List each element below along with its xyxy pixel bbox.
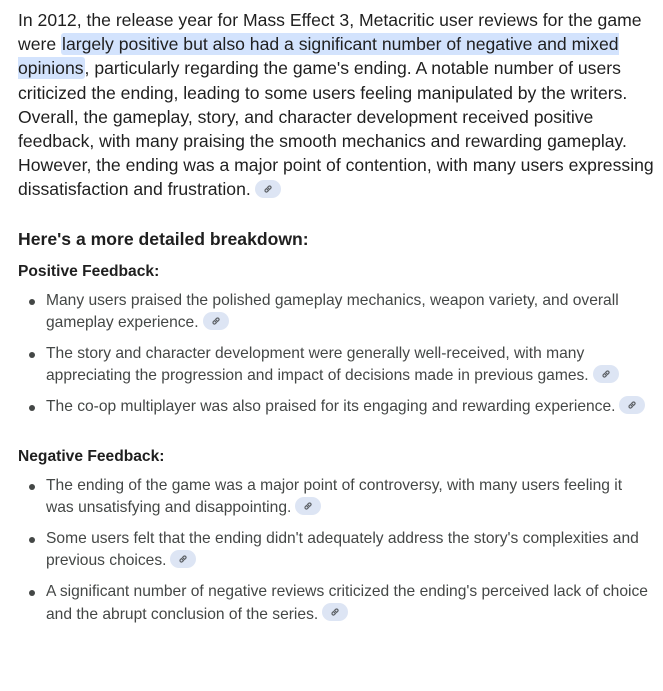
link-icon bbox=[263, 184, 273, 194]
link-icon bbox=[627, 400, 637, 410]
citation-link-button[interactable] bbox=[619, 396, 645, 414]
list-item-text: The story and character development were generally well-received, with many appreciating the progression and impact of decisions made in previous games. bbox=[46, 344, 589, 385]
list-item bbox=[18, 475, 654, 520]
bullet-icon bbox=[29, 299, 35, 305]
list-item bbox=[18, 581, 654, 626]
link-icon bbox=[601, 369, 611, 379]
list-item bbox=[18, 343, 654, 388]
link-icon bbox=[330, 607, 340, 617]
positive-feedback-list bbox=[18, 290, 654, 419]
list-item-text: A significant number of negative reviews criticized the ending's perceived lack of choice and the abrupt conclusion of the series. bbox=[46, 582, 648, 623]
list-item-text: Some users felt that the ending didn't adequately address the story's complexities and previous choices. bbox=[46, 529, 639, 570]
link-icon bbox=[211, 316, 221, 326]
citation-link-button[interactable] bbox=[170, 550, 196, 568]
positive-feedback-heading: Positive Feedback: bbox=[18, 262, 160, 280]
link-icon bbox=[303, 501, 313, 511]
citation-link-button[interactable] bbox=[255, 180, 281, 198]
list-item bbox=[18, 396, 654, 419]
breakdown-heading: Here's a more detailed breakdown: bbox=[18, 228, 309, 249]
bullet-icon bbox=[29, 590, 35, 596]
list-item bbox=[18, 290, 654, 335]
negative-feedback-heading: Negative Feedback: bbox=[18, 447, 165, 465]
citation-link-button[interactable] bbox=[593, 365, 619, 383]
response-body bbox=[18, 8, 654, 634]
list-item-text: The co-op multiplayer was also praised for its engaging and rewarding experience. bbox=[46, 398, 616, 415]
intro-text-before: In 2012, the release year for Mass Effect 3, Metacritic user reviews for the game were bbox=[18, 10, 642, 55]
citation-link-button[interactable] bbox=[295, 497, 321, 515]
bullet-icon bbox=[29, 537, 35, 543]
citation-link-button[interactable] bbox=[203, 312, 229, 330]
list-item-text: Many users praised the polished gameplay mechanics, weapon variety, and overall gameplay experience. bbox=[46, 291, 619, 332]
negative-feedback-list bbox=[18, 475, 654, 627]
link-icon bbox=[178, 554, 188, 564]
bullet-icon bbox=[29, 352, 35, 358]
citation-link-button[interactable] bbox=[322, 603, 348, 621]
intro-paragraph bbox=[18, 8, 654, 202]
list-item-text: The ending of the game was a major point of controversy, with many users feeling it was unsatisfying and disappointing. bbox=[46, 476, 623, 517]
highlighted-phrase[interactable]: largely positive but also had a significant number of negative and mixed opinions bbox=[18, 34, 619, 79]
bullet-icon bbox=[29, 484, 35, 490]
bullet-icon bbox=[29, 405, 35, 411]
intro-text-after: , particularly regarding the game's ending. A notable number of users criticized the ending, leading to some users feeling manipulated by the writers. Overall, the gameplay, story, and character development received positive feedback, with many praising the smooth mechanics and rewarding gameplay. However, the ending was a major point of contention, with many users expressing dissatisfaction and frustration. bbox=[18, 58, 654, 200]
list-item bbox=[18, 528, 654, 573]
